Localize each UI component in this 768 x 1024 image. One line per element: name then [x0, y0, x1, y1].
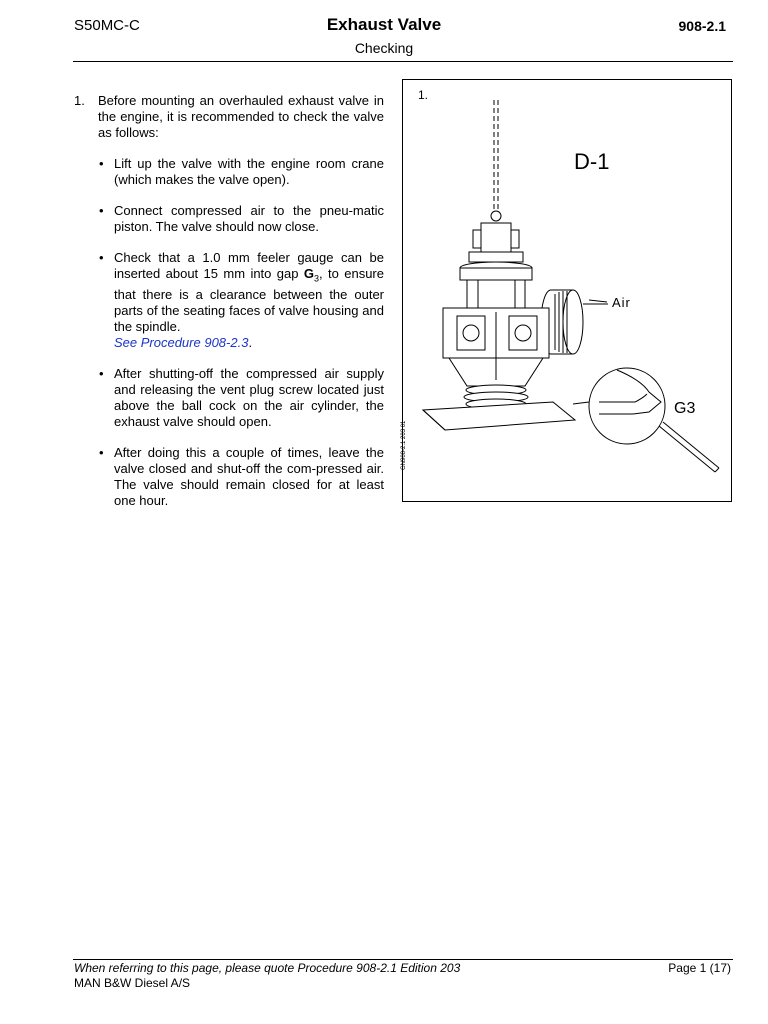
procedure-link[interactable]: See Procedure 908-2.3 [114, 334, 249, 350]
step-number: 1. [74, 93, 85, 108]
gap-subscript: 3 [314, 273, 320, 284]
exhaust-valve-illustration [403, 80, 731, 501]
list-item [98, 445, 384, 509]
figure-number: 1. [418, 88, 429, 102]
step-intro: Before mounting an overhauled exhaust valve in the engine, it is recommended to check the valve as follows: [98, 93, 384, 140]
figure-label-g3: G3 [674, 400, 696, 417]
step-content [98, 93, 384, 509]
procedure-number: 908-2.1 [678, 18, 726, 34]
list-item-text-end: , to ensure that there is a clearance between the outer parts of the seating faces of valve housing and the spindle. [114, 266, 384, 334]
bullet-icon: • [99, 365, 104, 381]
figure-label-d1: D-1 [574, 149, 610, 174]
bullet-icon: • [99, 444, 104, 460]
list-item [98, 203, 384, 235]
list-item-text [114, 250, 384, 351]
bullet-icon: • [99, 203, 104, 218]
page-subtitle: Checking [354, 40, 414, 56]
link-period: . [248, 334, 253, 350]
gap-label [303, 266, 320, 284]
list-item [98, 250, 384, 351]
procedure-text [74, 93, 384, 509]
list-item-text: After shutting-off the compressed air supply and releasing the vent plug screw located just above the ball cock on the air cylinder, the exhaust valve should open. [114, 365, 384, 429]
bullet-icon: • [99, 250, 104, 265]
gap-letter: G [303, 266, 314, 281]
list-item-text: After doing this a couple of times, leave the valve closed and shut-off the com-pressed air. The valve should remain closed for at least one hour. [114, 444, 384, 508]
figure-label-air: Air [612, 295, 631, 310]
figure-frame [402, 79, 732, 502]
footer-divider [73, 959, 733, 960]
list-item [98, 366, 384, 430]
page-number: Page 1 (17) [668, 961, 731, 975]
header-divider [73, 61, 733, 62]
header-engine-code: S50MC-C [74, 17, 140, 34]
list-item-text: Connect compressed air to the pneu-matic piston. The valve should now close. [114, 203, 384, 234]
figure-code: GN908-2.1 203 01 [401, 420, 407, 470]
company-name: MAN B&W Diesel A/S [74, 976, 191, 990]
list-item-text: Lift up the valve with the engine room crane (which makes the valve open). [114, 156, 384, 187]
bullet-icon: • [99, 156, 104, 171]
list-item-text-start: Check that a 1.0 mm feeler gauge can be inserted about 15 mm into gap [114, 250, 384, 281]
step-1 [74, 93, 384, 509]
page-title: Exhaust Valve [326, 15, 442, 34]
list-item [98, 156, 384, 188]
check-list [98, 156, 384, 509]
footer-note: When referring to this page, please quote Procedure 908-2.1 Edition 203 [74, 961, 461, 975]
